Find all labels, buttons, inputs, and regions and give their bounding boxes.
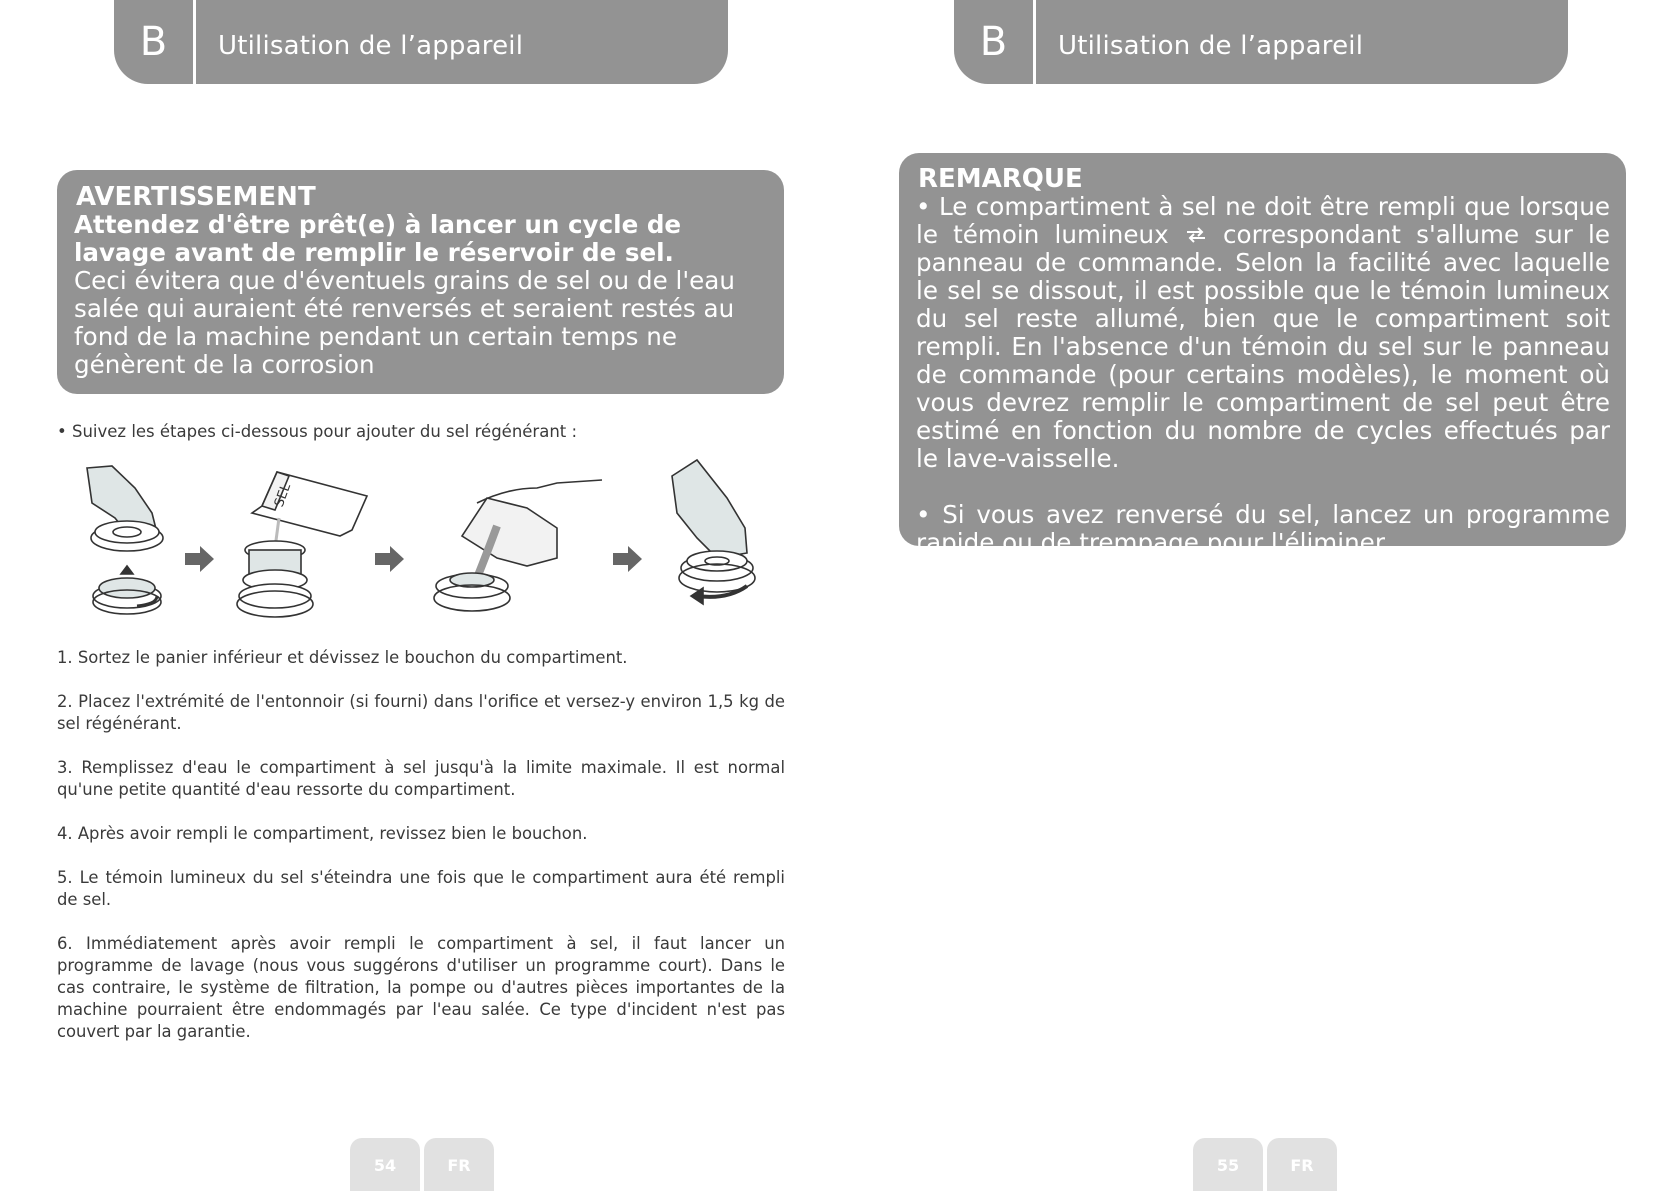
page-footer xyxy=(350,1138,494,1191)
warning-body: Ceci évitera que d'éventuels grains de sel ou de l'eau salée qui auraient été renversés et seraient restés au fond de la machine pendant un certain temps ne génèrent de la corrosion xyxy=(74,266,735,379)
steps-intro: • Suivez les étapes ci-dessous pour ajouter du sel régénérant : xyxy=(57,422,578,441)
note-heading: REMARQUE xyxy=(918,164,1083,194)
page-number: 54 xyxy=(350,1138,420,1191)
steps-list xyxy=(57,647,785,1065)
note-box xyxy=(899,153,1626,557)
header-divider xyxy=(1033,0,1036,84)
language-code: FR xyxy=(424,1138,494,1191)
right-page xyxy=(839,0,1678,1191)
step-item: 6. Immédiatement après avoir rempli le compartiment à sel, il faut lancer un programme de lavage (nous vous suggérons d'utiliser un programme court). Dans le cas contraire, le système de filtration, la pompe ou d'autres pièces importantes de la machine pourraient être endommagés par l'eau salée. Ce type d'incident n'est pas couvert par la garantie. xyxy=(57,934,785,1041)
step-item: 2. Placez l'extrémité de l'entonnoir (si fourni) dans l'orifice et versez-y environ 1,5 kg de sel régénérant. xyxy=(57,692,785,733)
header-divider xyxy=(193,0,196,84)
section-letter: B xyxy=(979,19,1008,65)
note-paragraph xyxy=(916,193,1610,473)
step-item: 1. Sortez le panier inférieur et dévissez le bouchon du compartiment. xyxy=(57,648,628,667)
step-item: 5. Le témoin lumineux du sel s'éteindra une fois que le compartiment aura été rempli de sel. xyxy=(57,868,785,909)
step4-illustration xyxy=(672,460,755,604)
warning-bold-text: Attendez d'être prêt(e) à lancer un cycle de lavage avant de remplir le réservoir de sel. xyxy=(74,210,682,267)
salt-pack-label: SEL xyxy=(271,481,295,510)
section-title: Utilisation de l’appareil xyxy=(218,31,524,61)
step-item: 4. Après avoir rempli le compartiment, revissez bien le bouchon. xyxy=(57,824,588,843)
section-header xyxy=(954,0,1568,84)
section-header xyxy=(114,0,728,84)
arrow-right-icon xyxy=(375,546,404,572)
arrow-right-icon xyxy=(613,546,642,572)
section-title: Utilisation de l’appareil xyxy=(1058,31,1364,61)
left-page xyxy=(0,0,839,1191)
step-item: 3. Remplissez d'eau le compartiment à sel jusqu'à la limite maximale. Il est normal qu'une petite quantité d'eau ressorte du compartiment. xyxy=(57,758,785,799)
salt-filling-illustration xyxy=(57,458,784,628)
step1-illustration xyxy=(87,466,163,614)
page-footer xyxy=(1193,1138,1337,1191)
arrow-right-icon xyxy=(185,546,214,572)
note-text-after-icon: correspondant s'allume sur le panneau de commande. Selon la facilité avec laquelle le sel se dissout, il est possible que le témoin lumineux du sel reste allumé, bien que le compartiment soit rempli. En l'absence d'un témoin du sel sur le panneau de commande (pour certains modèles), le moment où vous devrez remplir le compartiment de sel peut être estimé en fonction du nombre de cycles effectués par le lave-vaisselle. xyxy=(916,220,1610,473)
salt-indicator-icon xyxy=(1184,225,1208,245)
note-paragraph-2: • Si vous avez renversé du sel, lancez un programme rapide ou de trempage pour l'éliminer. xyxy=(916,500,1610,557)
page-number: 55 xyxy=(1193,1138,1263,1191)
note-text-before-icon: • Le compartiment à sel ne doit être rempli que lorsque le témoin lumineux xyxy=(916,192,1610,249)
step2-illustration xyxy=(237,472,367,617)
warning-box xyxy=(57,170,784,394)
section-letter: B xyxy=(139,19,168,65)
warning-heading: AVERTISSEMENT xyxy=(76,182,316,212)
language-code: FR xyxy=(1267,1138,1337,1191)
step3-illustration xyxy=(434,480,602,611)
